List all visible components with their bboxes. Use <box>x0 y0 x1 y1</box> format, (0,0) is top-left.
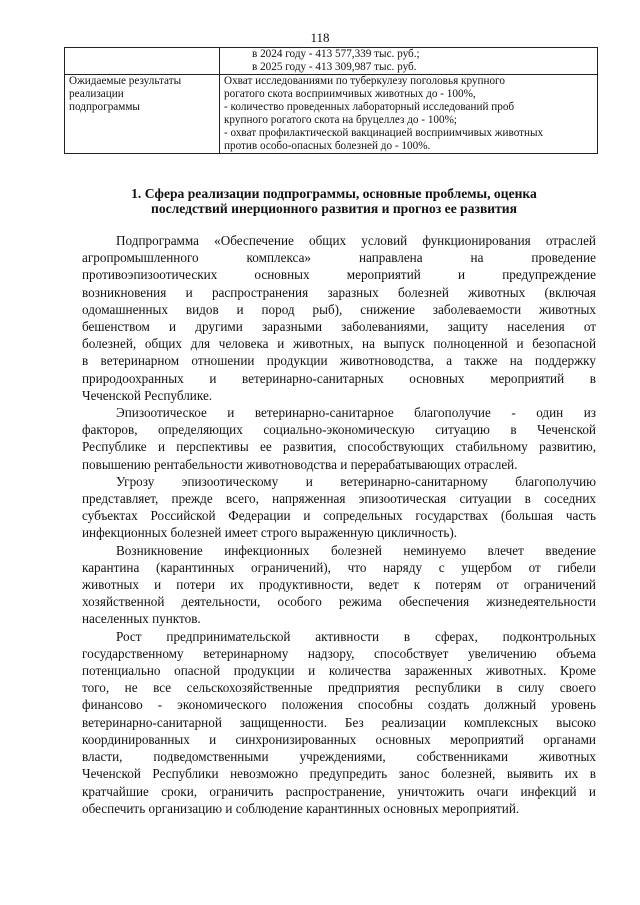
paragraph-line: Чеченской Республики невозможно предупредить занос болезней, выявить их в <box>82 766 596 782</box>
paragraph-line: Рост предпринимательской активности в сферах, подконтрольных <box>116 628 596 644</box>
paragraph-line: болезней, общих для человека и животных, на выпуск полноценной и безопасной <box>82 336 596 352</box>
paragraph-line: инфекционных болезней имеет строго выраженную цикличность). <box>82 525 458 541</box>
body-paragraph <box>82 232 596 404</box>
paragraph-line: повышению рентабельности животноводства и перерабатывающих отраслей. <box>82 456 518 472</box>
paragraph-line: противоэпизоотических основных мероприятий и предупреждение <box>82 267 596 283</box>
expected-results-row <box>65 75 598 154</box>
paragraph-line: координированных и синхронизированных основных мероприятий органами <box>82 731 596 747</box>
result-line: Охват исследованиями по туберкулезу поголовья крупного <box>224 75 505 87</box>
result-line: рогатого скота восприимчивых животных до - 100%, <box>224 88 476 100</box>
paragraph-line: кратчайшие сроки, ограничить распространение, уничтожить очаги инфекций и <box>82 783 596 799</box>
paragraph-line: потенциально опасной продукции и количества зараженных животных. Кроме <box>82 663 596 679</box>
paragraph-line: государственному ветеринарному надзору, способствует увеличению объема <box>82 645 596 661</box>
expected-results-label <box>65 75 220 154</box>
paragraph-line: животных и потери их продуктивности, ведет к потерям от ограничений <box>82 577 596 593</box>
paragraph-line: представляет, прежде всего, напряженная эпизоотическая ситуации в соседних <box>82 491 596 507</box>
funding-row <box>65 48 598 75</box>
label-line: Ожидаемые результаты <box>69 75 182 87</box>
paragraph-line: ветеринарно-санитарной защищенности. Без реализации комплексных высоко <box>82 714 596 730</box>
funding-2024-line: в 2024 году - 413 577,339 тыс. руб.; <box>252 48 420 60</box>
paragraph-line: обеспечить организацию и соблюдение карантинных основных мероприятий. <box>82 800 520 816</box>
result-line: против особо-опасных болезней до - 100%. <box>224 140 431 152</box>
paragraph-line: природоохранных и ветеринарно-санитарных основных мероприятий в <box>82 370 596 386</box>
paragraph-line: населенных пунктов. <box>82 611 201 627</box>
paragraph-line: Чеченской Республике. <box>82 387 213 403</box>
funding-2025-line: в 2025 году - 413 309,987 тыс. руб. <box>252 61 417 73</box>
paragraph-line: возникновения и распространения заразных болезней животных (включая <box>82 284 596 300</box>
paragraph-line: бешенством и другими заразными заболеваниями, защиту населения от <box>82 319 596 335</box>
body-paragraph <box>82 628 596 817</box>
paragraph-line: факторов, определяющих социально-экономическую ситуацию в Чеченской <box>82 422 596 438</box>
paragraph-line: Подпрограмма «Обеспечение общих условий функционирования отраслей <box>116 233 596 248</box>
paragraph-line: Эпизоотическое и ветеринарно-санитарное благополучие - один из <box>116 405 596 421</box>
paragraph-line: финансово - экономического положения способны создать должный уровень <box>82 697 596 713</box>
label-line: реализации <box>69 88 124 100</box>
result-line: крупного рогатого скота на бруцеллез до - 100%; <box>224 114 458 126</box>
paragraph-line: Возникновение инфекционных болезней неминуемо влечет введение <box>116 542 596 558</box>
page-number: 118 <box>310 30 330 45</box>
paragraph-line: в ветеринарном отношении продукции животноводства, а также на поддержку <box>82 353 596 369</box>
body-paragraph <box>82 542 596 628</box>
paragraph-line: власти, подведомственными учреждениями, собственниками животных <box>82 749 596 765</box>
paragraph-line: карантина (карантинных ограничений), что наряду с ущербом от гибели <box>82 559 596 575</box>
subprogram-passport-table <box>64 47 598 154</box>
body-paragraph <box>82 404 596 473</box>
paragraph-line: того, не все сельскохозяйственные предприятия республики в силу своего <box>82 680 596 696</box>
section-body <box>82 232 596 817</box>
paragraph-line: агропромышленного комплекса» направлена на проведение <box>82 250 596 266</box>
section-heading <box>74 186 594 216</box>
body-paragraph <box>82 473 596 542</box>
paragraph-line: одомашненных видов и пород рыб), снижение заболеваемости животных <box>82 301 596 317</box>
paragraph-line: субъектах Российской Федерации и сопредельных государствах (большая часть <box>82 508 596 524</box>
paragraph-line: хозяйственной деятельности, особого режима обеспечения жизнедеятельности <box>82 594 596 610</box>
label-line: подпрограммы <box>69 101 140 113</box>
funding-value-cell <box>220 48 598 75</box>
paragraph-line: Республике и перспективы ее развития, способствующих стабильному развитию, <box>82 439 596 455</box>
result-line: - количество проведенных лабораторный исследований проб <box>224 101 515 113</box>
section-heading-line-1: 1. Сфера реализации подпрограммы, основные проблемы, оценка <box>131 186 537 201</box>
expected-results-value <box>220 75 598 154</box>
section-heading-line-2: последствий инерционного развития и прогноз ее развития <box>150 201 517 216</box>
funding-label-cell <box>65 48 220 75</box>
paragraph-line: Угрозу эпизоотическому и ветеринарно-санитарному благополучию <box>116 473 596 489</box>
result-line: - охват профилактической вакцинацией восприимчивых животных <box>224 127 544 139</box>
